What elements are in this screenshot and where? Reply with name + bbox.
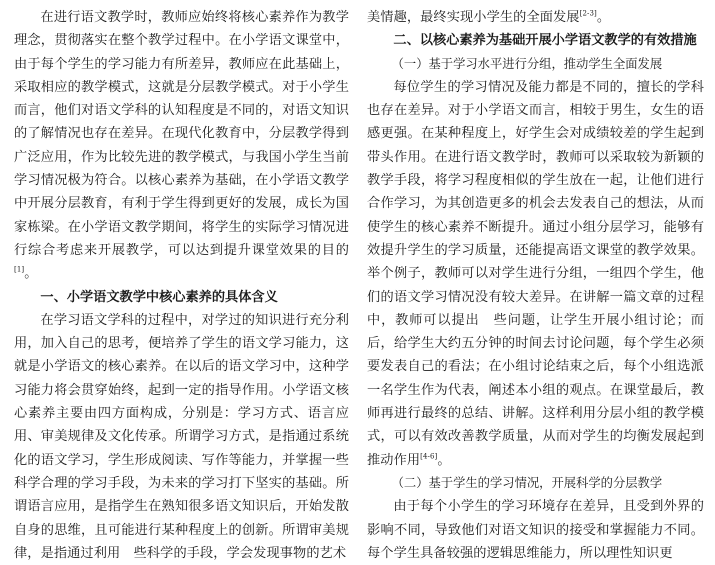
citation-ref: [1] — [14, 265, 25, 274]
continued-paragraph-text: 美情趣，最终实现小学生的全面发展 — [367, 10, 580, 25]
learning-situation-paragraph: 由于每个小学生的学习环境存在差异，且受到外界的影响不同，导致他们对语文知识的接受和掌握能力不同。每个学生具备较强的逻辑思维能力，所以理性知识更 — [367, 499, 704, 561]
grouping-paragraph-end: 。 — [437, 452, 451, 468]
continued-paragraph — [367, 6, 704, 29]
core-literacy-paragraph: 在学习语文学科的过程中，对学过的知识进行充分利用，加入自己的思考，便培养了学生的语文学习能力，这就是小学语文的核心素养。在以后的语文学习中，这种学习能力将会贯穿始终，起到一定的指导作用。小学语文核心素养主要由四方面构成，分别是：学习方式、语言应用、审美规律及文化传承。所谓学习方式，是指通过系统化的语文学习，学生形成阅读、写作等能力，并掌握一些科学合理的学习手段，为未来的学习打下坚实的基础。所谓语言应用，是指学生在熟知很多语文知识后，开始发散自身的思维，且可能进行某种程度上的创新。所谓审美规律，是指通过利用 些科学的手段，学会发现事物的艺术 — [14, 312, 349, 561]
subsection-heading-1: （一）基于学习水平进行分组，推动学生全面发展 — [391, 56, 663, 71]
section-heading-1: 一、小学语文教学中核心素养的具体含义 — [40, 289, 278, 305]
left-column — [14, 6, 349, 565]
intro-paragraph — [14, 6, 349, 286]
section-heading-2: 二、以核心素养为基础开展小学语文教学的有效措施 — [393, 33, 697, 49]
intro-paragraph-text: 在进行语文教学时，教师应始终将核心素养作为教学理念，贯彻落实在整个教学过程中。在小学语文课堂中，由于每个学生的学习能力有所差异，教师应在此基础上，采取相应的教学模式，这就是分层教学模式。对于小学生而言，他们对语文学科的认知程度是不同的，对语文知识的了解情况也存在差异。在现代化教育中，分层教学得到广泛应用，作为比较先进的教学模式，与我国小学生当前学习情况极为符合。以核心素养为基础，在小学语文教学中开展分层教育，有利于学生得到更好的发展，成长为国家栋梁。在小学语文教学期间，将学生的实际学习情况进行综合考虑来开展教学，可以达到提升课堂效果的目的 — [14, 10, 349, 258]
subsection-heading-2: （二）基于学生的学习情况，开展科学的分层教学 — [391, 475, 663, 490]
citation-ref: [2-3] — [579, 9, 597, 18]
citation-ref: [4-6] — [420, 452, 438, 461]
intro-paragraph-end: 。 — [24, 266, 38, 282]
grouping-paragraph-text: 每位学生的学习情况及能力都是不同的，擅长的学科也存在差异。对于小学语文而言，相较于男生，女生的语感更强。在某种程度上，好学生会对成绩较差的学生起到带头作用。在进行语文教学时，教师可以采取较为新颖的教学手段，将学习程度相似的学生放在一起，让他们进行合作学习，为其创造更多的机会去发表自己的想法，从而使学生的核心素养不断提升。通过小组分层学习，能够有效提升学生的学习质量，还能提高语文课堂的教学效果。举个例子，教师可以对学生进行分组，一组四个学生，他们的语文学习情况没有较大差异。在讲解一篇文章的过程中，教师可以提出 些问题，让学生开展小组讨论；而后，给学生大约五分钟的时间去讨论问题，每个学生必须要发表自己的看法；在小组讨论结束之后，每个小组选派一名学生作为代表，阐述本小组的观点。在课堂最后，教师再进行最终的总结、讲解。这样利用分层小组的教学模式，可以有效改善教学质量，从而对学生的均衡发展起到推动作用 — [367, 79, 704, 468]
continued-paragraph-end: 。 — [596, 10, 611, 25]
grouping-paragraph — [367, 76, 704, 472]
right-column — [367, 6, 704, 565]
